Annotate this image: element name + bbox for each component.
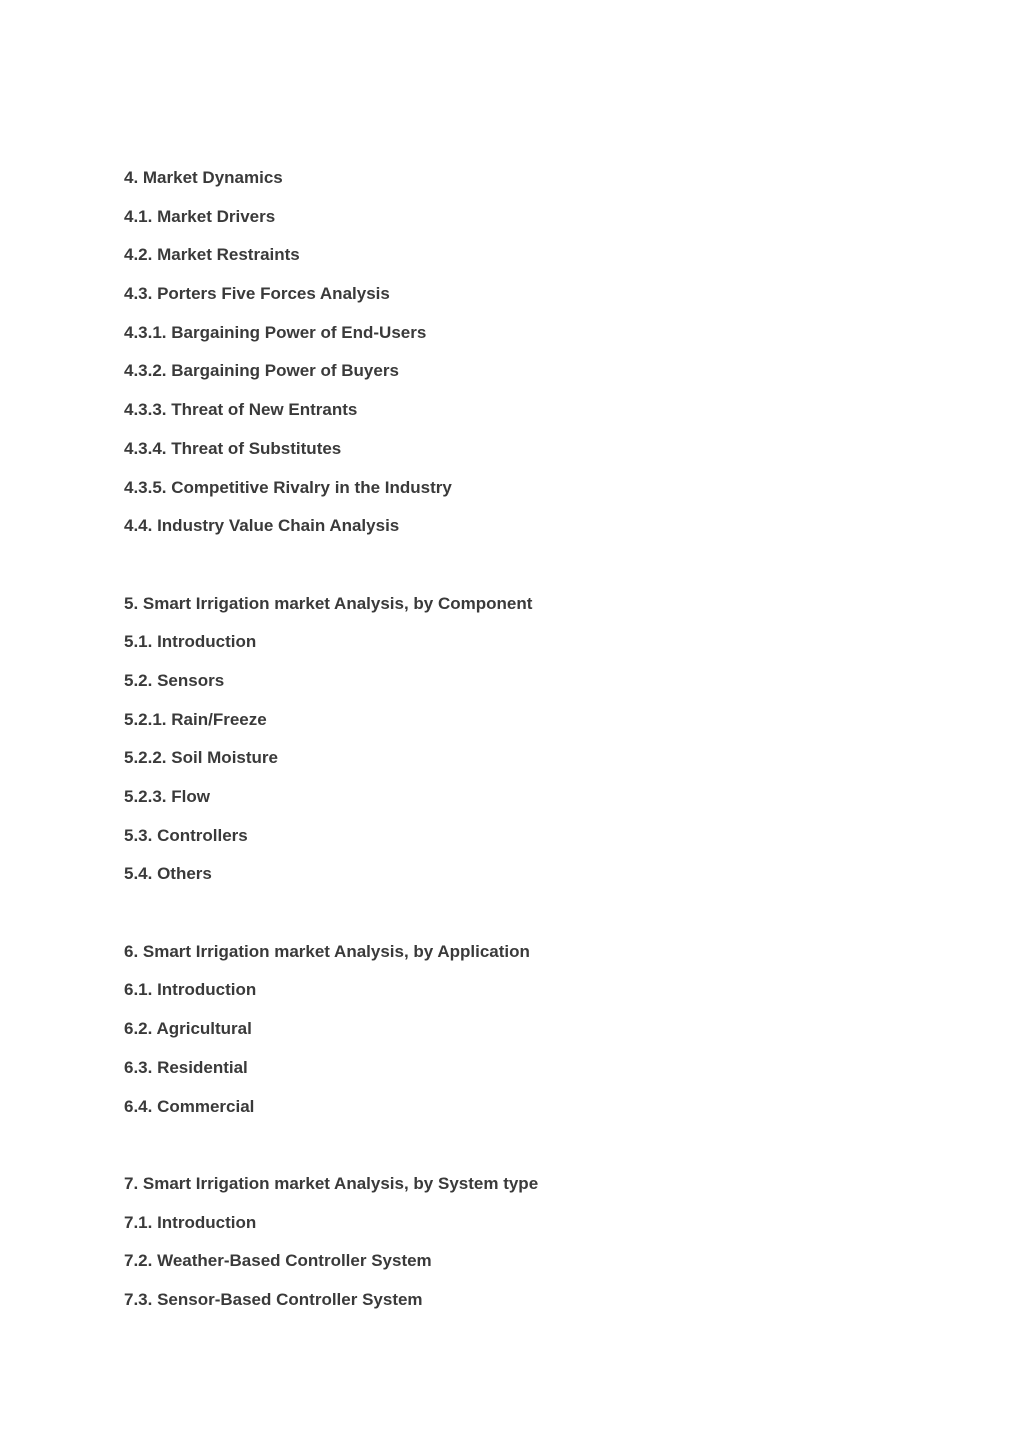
toc-entry: 5.2.2. Soil Moisture [124, 748, 278, 768]
toc-entry: 5.1. Introduction [124, 632, 257, 652]
toc-heading: 7. Smart Irrigation market Analysis, by System type [124, 1173, 539, 1193]
toc-entry: 4.3.3. Threat of New Entrants [124, 400, 358, 420]
toc-entry: 4.3.2. Bargaining Power of Buyers [124, 361, 399, 381]
toc-section-7 [124, 1172, 924, 1327]
toc-entry: 7.2. Weather-Based Controller System [124, 1251, 432, 1271]
toc-entry: 5.2.1. Rain/Freeze [124, 709, 267, 729]
toc-entry: 7.3. Sensor-Based Controller System [124, 1289, 423, 1309]
toc-entry: 6.1. Introduction [124, 980, 257, 1000]
toc-section-6 [124, 940, 924, 1133]
toc-entry: 5.2.3. Flow [124, 787, 210, 806]
toc-entry: 4.1. Market Drivers [124, 206, 276, 226]
toc-entry: 6.3. Residential [124, 1057, 248, 1077]
toc-entry: 4.3.4. Threat of Substitutes [124, 438, 342, 458]
toc-entry: 4.2. Market Restraints [124, 245, 300, 265]
toc-heading: 5. Smart Irrigation market Analysis, by Component [124, 593, 533, 613]
toc-entry: 6.4. Commercial [124, 1096, 255, 1116]
toc-entry: 4.4. Industry Value Chain Analysis [124, 516, 400, 536]
toc-entry: 5.2. Sensors [124, 670, 225, 690]
toc-entry: 5.4. Others [124, 864, 212, 884]
toc-heading: 6. Smart Irrigation market Analysis, by Application [124, 941, 530, 961]
toc-entry: 5.3. Controllers [124, 825, 248, 845]
toc-entry: 4.3.1. Bargaining Power of End-Users [124, 322, 427, 342]
table-of-contents [124, 166, 924, 1327]
toc-entry: 6.2. Agricultural [124, 1019, 252, 1039]
toc-entry: 4.3.5. Competitive Rivalry in the Industry [124, 477, 452, 497]
toc-section-5 [124, 592, 924, 902]
toc-heading: 4. Market Dynamics [124, 168, 283, 187]
toc-section-4 [124, 166, 924, 553]
toc-entry: 4.3. Porters Five Forces Analysis [124, 284, 390, 304]
toc-entry: 7.1. Introduction [124, 1212, 257, 1232]
